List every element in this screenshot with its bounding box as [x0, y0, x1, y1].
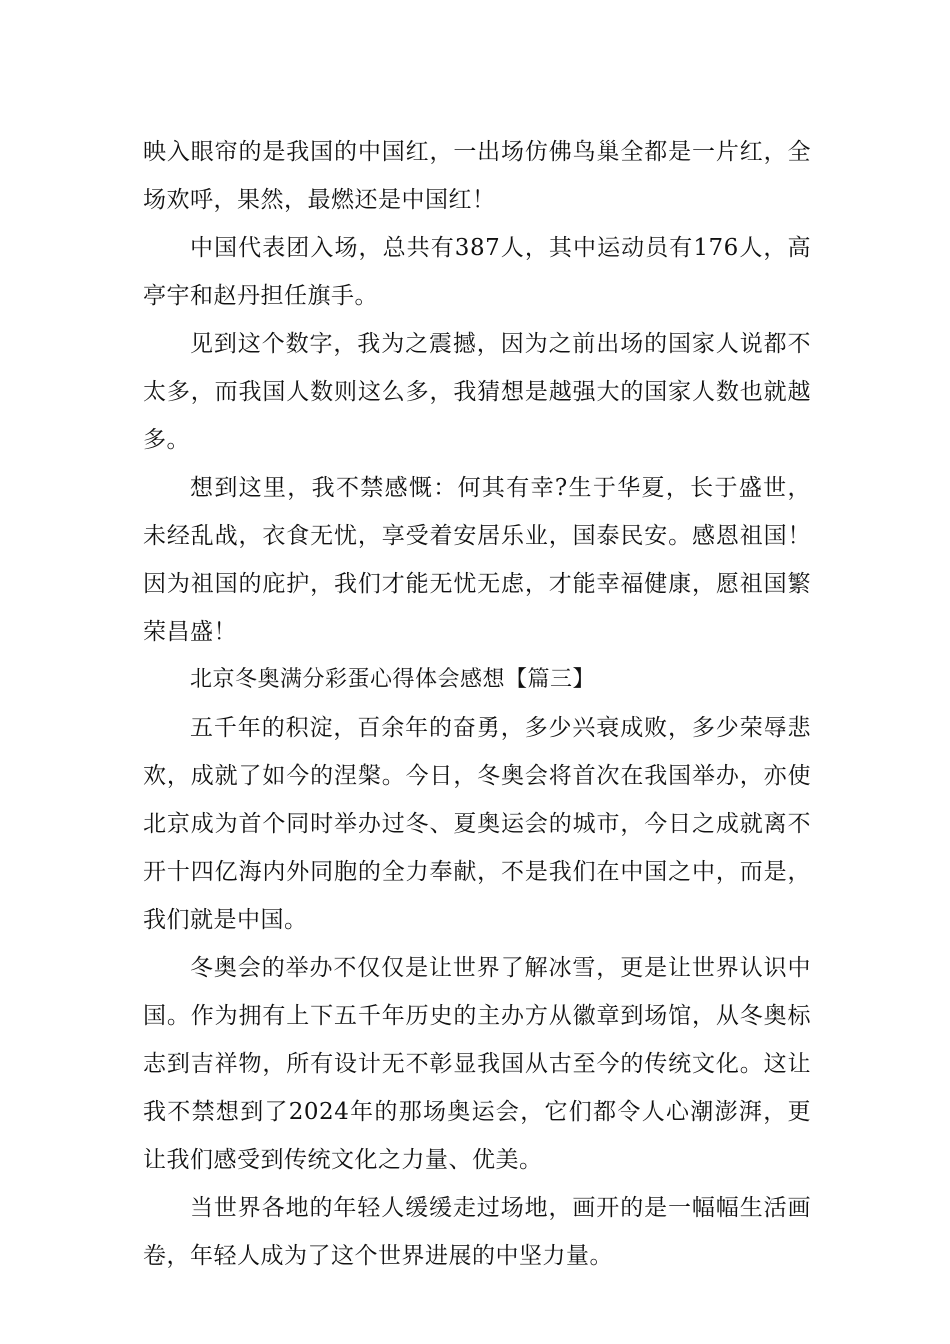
paragraph-5: 五千年的积淀，百余年的奋勇，多少兴衰成败，多少荣辱悲欢，成就了如今的涅槃。今日，冬奥会将首次在我国举办，亦使北京成为首个同时举办过冬、夏奥运会的城市，今日之成就离不开十四亿海内外同胞的全力奉献，不是我们在中国之中，而是，我们就是中国。 — [143, 715, 811, 933]
paragraph-4: 想到这里，我不禁感慨：何其有幸?生于华夏，长于盛世，未经乱战，衣食无忧，享受着安居乐业，国泰民安。感恩祖国！因为祖国的庇护，我们才能无忧无虑，才能幸福健康，愿祖国繁荣昌盛！ — [143, 475, 811, 645]
paragraph-7: 当世界各地的年轻人缓缓走过场地，画开的是一幅幅生活画卷，年轻人成为了这个世界进展的中坚力量。 — [143, 1195, 811, 1269]
paragraph-6: 冬奥会的举办不仅仅是让世界了解冰雪，更是让世界认识中国。作为拥有上下五千年历史的主办方从徽章到场馆，从冬奥标志到吉祥物，所有设计无不彰显我国从古至今的传统文化。这让我不禁想到了2024年的那场奥运会，它们都令人心潮澎湃，更让我们感受到传统文化之力量、优美。 — [143, 955, 811, 1173]
document-body — [143, 128, 811, 1280]
paragraph-3: 见到这个数字，我为之震撼，因为之前出场的国家人说都不太多，而我国人数则这么多，我猜想是越强大的国家人数也就越多。 — [143, 331, 811, 453]
section-heading: 北京冬奥满分彩蛋心得体会感想【篇三】 — [190, 667, 596, 692]
paragraph-1: 映入眼帘的是我国的中国红，一出场仿佛鸟巢全都是一片红，全场欢呼，果然，最燃还是中国红！ — [143, 139, 811, 213]
paragraph-2: 中国代表团入场，总共有387人，其中运动员有176人，高亭宇和赵丹担任旗手。 — [143, 235, 811, 309]
